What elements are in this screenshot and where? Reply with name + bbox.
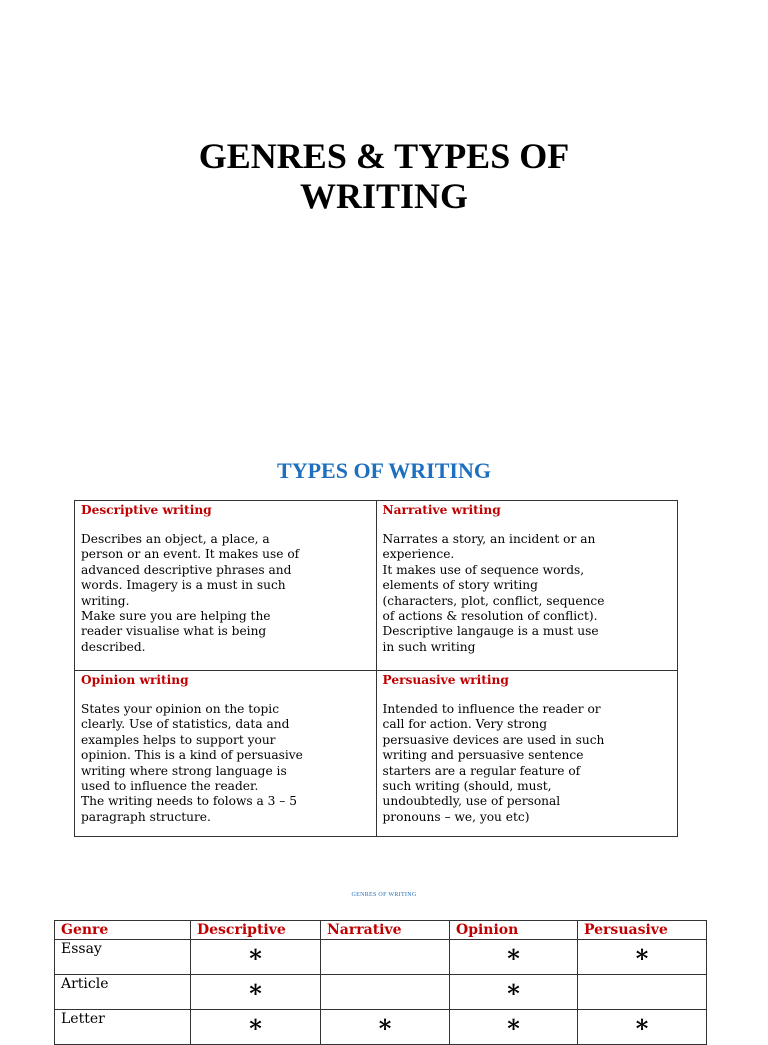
cell-heading: Narrative writing (382, 503, 501, 517)
types-of-writing-table (74, 500, 678, 837)
narrative-writing-cell (376, 501, 678, 671)
genres-table (54, 920, 707, 1045)
genre-mark: * (578, 1010, 707, 1045)
table-row (55, 975, 707, 1010)
cell-body: Narrates a story, an incident or an experience. It makes use of sequence words, elements of story writing (characters, plot, conflict, sequence of actions & resolution of conflict). Descriptive langauge is a must use in such writing (382, 532, 605, 654)
cell-heading: Descriptive writing (81, 503, 212, 517)
genre-mark: * (191, 975, 321, 1010)
table-row (75, 671, 678, 837)
genre-mark: * (450, 940, 578, 975)
header-narrative: Narrative (321, 921, 450, 940)
header-opinion: Opinion (450, 921, 578, 940)
cell-body: Intended to influence the reader or call for action. Very strong persuasive devices are used in such writing and persuasive sentence starters are a regular feature of such writing (should, must, undoubtedly, use of personal pronouns – we, you etc) (382, 702, 605, 824)
genres-header-row (55, 921, 707, 940)
genre-mark: * (450, 1010, 578, 1045)
cell-heading: Opinion writing (81, 673, 189, 687)
descriptive-writing-cell (75, 501, 377, 671)
genre-mark: * (321, 1010, 450, 1045)
header-descriptive: Descriptive (191, 921, 321, 940)
table-row (55, 940, 707, 975)
persuasive-writing-cell (376, 671, 678, 837)
genre-name: Essay (55, 940, 191, 975)
cell-heading: Persuasive writing (382, 673, 509, 687)
title-line-1: GENRES & TYPES OF (198, 136, 570, 176)
genre-name: Letter (55, 1010, 191, 1045)
cell-body: States your opinion on the topic clearly. Use of statistics, data and examples helps to support your opinion. This is a kind of persuasive writing where strong language is used to influence the reader. The writing needs to folows a 3 – 5 paragraph structure. (81, 702, 303, 824)
genre-mark: * (578, 940, 707, 975)
header-genre: Genre (55, 921, 191, 940)
genre-name: Article (55, 975, 191, 1010)
title-line-2: WRITING (299, 176, 469, 216)
types-of-writing-heading: TYPES OF WRITING (277, 458, 491, 483)
genres-of-writing-caption: GENRES OF WRITING (351, 892, 417, 898)
header-persuasive: Persuasive (578, 921, 707, 940)
table-row (75, 501, 678, 671)
cell-body: Describes an object, a place, a person or an event. It makes use of advanced descriptive phrases and words. Imagery is a must in such writing. Make sure you are helping the reader visualise what is being described. (81, 532, 300, 654)
genre-mark: * (191, 1010, 321, 1045)
table-row (55, 1010, 707, 1045)
opinion-writing-cell (75, 671, 377, 837)
genre-mark (321, 940, 450, 975)
page-title (0, 136, 768, 216)
genre-mark (321, 975, 450, 1010)
genre-mark: * (191, 940, 321, 975)
genre-mark: * (450, 975, 578, 1010)
genre-mark (578, 975, 707, 1010)
